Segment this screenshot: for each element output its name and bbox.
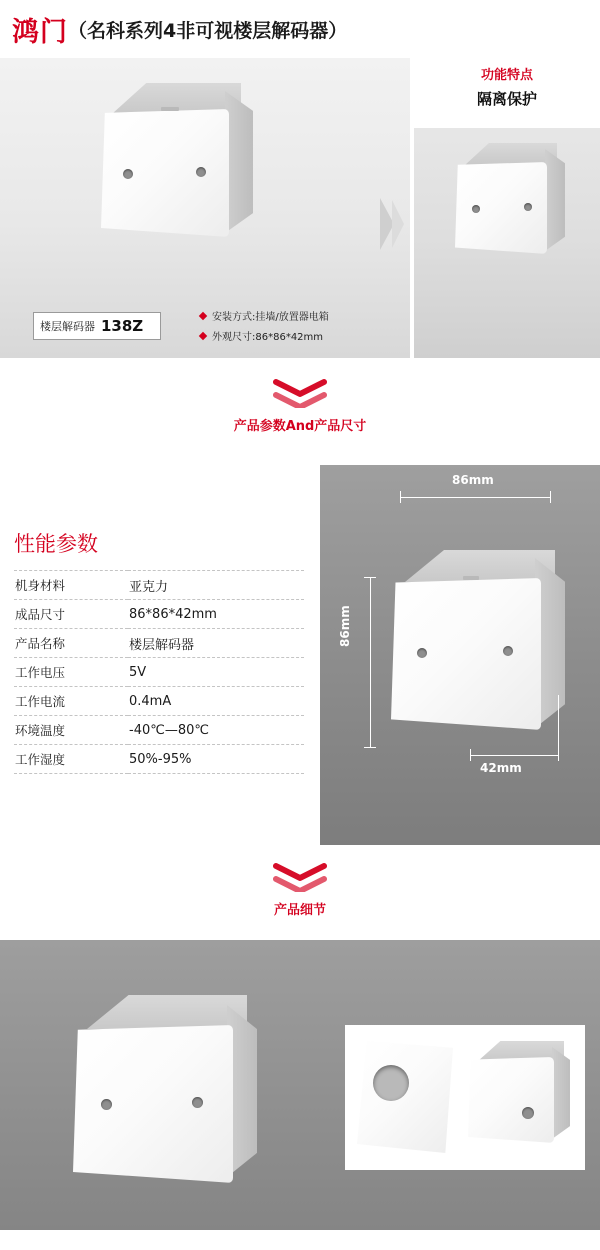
dimension-label-height: 86mm [338, 605, 352, 647]
dimension-tick-height-bottom [364, 747, 376, 748]
dimension-tick-height-top [364, 577, 376, 578]
device-hole-left [472, 205, 480, 213]
product-device-main [85, 83, 265, 263]
param-key: 工作湿度 [14, 745, 128, 774]
dimension-tick-depth-left [470, 749, 471, 761]
brand-logo-text: 鸿门 [12, 16, 68, 48]
diamond-bullet-icon [199, 331, 207, 339]
product-device-secondary [443, 143, 573, 273]
device-front-face [455, 162, 547, 254]
divider-caption: 产品参数And产品尺寸 [233, 419, 367, 434]
table-row [14, 658, 304, 687]
product-closeup-left [353, 1035, 458, 1160]
device-hole-left [123, 169, 133, 179]
param-value: 亚克力 [128, 571, 304, 600]
device-top-face [465, 143, 557, 165]
dimension-tick-width-right [550, 491, 551, 503]
product-closeup-right [460, 1035, 580, 1160]
param-key: 环境温度 [14, 716, 128, 745]
device-top-notch [161, 107, 179, 111]
dimension-label-depth: 42mm [480, 761, 522, 775]
param-value: 50%-95% [128, 745, 304, 774]
device-front-face [357, 1041, 453, 1153]
device-front-face [391, 578, 541, 730]
list-item [200, 308, 400, 323]
divider-caption: 产品细节 [273, 903, 326, 918]
dimension-photo-panel [320, 465, 600, 845]
param-value: 0.4mA [128, 687, 304, 716]
param-value: 86*86*42mm [128, 600, 304, 629]
params-section-title: 性能参数 [14, 532, 98, 556]
bullet-text: 外观尺寸:86*86*42mm [212, 332, 324, 343]
device-hole-large [373, 1065, 409, 1101]
table-row [14, 571, 304, 600]
feature-title: 功能特点 [480, 68, 533, 83]
product-device-detail-large [55, 995, 275, 1210]
device-hole-right [503, 646, 513, 656]
diamond-bullet-icon [199, 311, 207, 319]
list-item [200, 328, 400, 343]
dimension-tick-width-left [400, 491, 401, 503]
device-hole-left [101, 1099, 112, 1110]
param-value: -40℃—80℃ [128, 716, 304, 745]
table-row [14, 629, 304, 658]
device-hole-right [524, 203, 532, 211]
device-front-face [101, 109, 229, 237]
chevron-down-group [0, 862, 600, 892]
bullet-text: 安装方式:挂墙/放置器电箱 [212, 312, 329, 323]
device-hole-left [417, 648, 427, 658]
table-row [14, 745, 304, 774]
device-hole-right [196, 167, 206, 177]
param-value: 5V [128, 658, 304, 687]
table-row [14, 687, 304, 716]
table-row [14, 600, 304, 629]
param-key: 工作电流 [14, 687, 128, 716]
device-front-face [468, 1057, 554, 1143]
device-side-face [225, 91, 253, 233]
spec-bullet-list [200, 308, 400, 348]
section-divider-detail [0, 862, 600, 918]
chevron-down-icon [272, 862, 328, 892]
feature-subtitle: 隔离保护 [476, 90, 537, 108]
dimension-tick-depth-right [558, 695, 559, 761]
table-row [14, 716, 304, 745]
model-callout-box [33, 312, 161, 340]
device-top-face [405, 550, 555, 582]
chevron-right-icon [378, 196, 406, 252]
dimension-line-depth [470, 755, 558, 756]
device-top-notch [463, 576, 479, 580]
device-hole-right [192, 1097, 203, 1108]
param-key: 成品尺寸 [14, 600, 128, 629]
product-device-dimension [375, 550, 575, 760]
page-title: （名科系列4非可视楼层解码器） [68, 19, 348, 42]
params-table [14, 570, 304, 774]
footer-spacer [0, 1230, 600, 1250]
model-callout-label: 楼层解码器 [40, 320, 95, 333]
param-key: 机身材料 [14, 571, 128, 600]
page-header [0, 0, 600, 58]
param-key: 产品名称 [14, 629, 128, 658]
section-divider-params [0, 378, 600, 434]
param-value: 楼层解码器 [128, 629, 304, 658]
param-key: 工作电压 [14, 658, 128, 687]
device-front-face [73, 1025, 233, 1183]
detail-closeup-container [345, 1025, 585, 1170]
chevron-down-icon [272, 378, 328, 408]
device-top-face [87, 995, 247, 1029]
device-side-face [552, 1047, 570, 1139]
device-side-face [545, 149, 565, 251]
dimension-line-width [400, 497, 550, 498]
dimension-line-height [370, 577, 371, 747]
dimension-label-width: 86mm [452, 473, 494, 487]
model-callout-value: 138Z [101, 317, 144, 335]
device-hole-small [522, 1107, 534, 1119]
chevron-down-group [0, 378, 600, 408]
